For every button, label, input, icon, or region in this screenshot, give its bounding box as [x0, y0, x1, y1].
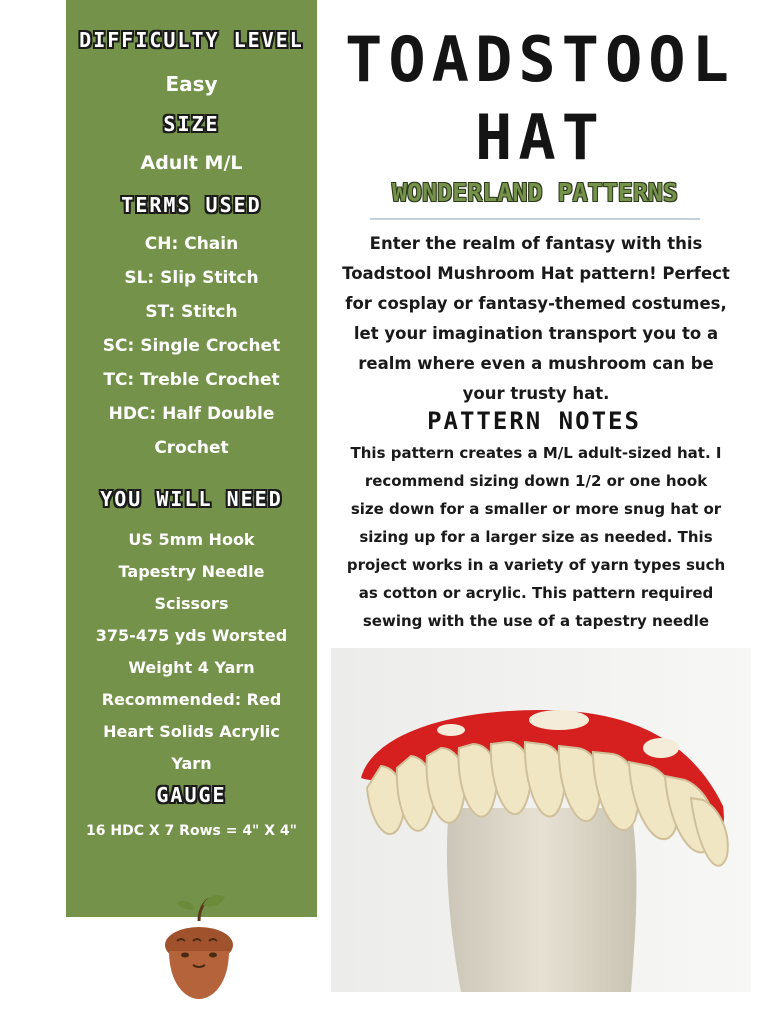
- notes-line: as cotton or acrylic. This pattern required: [358, 584, 714, 602]
- pattern-notes: [334, 439, 738, 635]
- acorn-icon: [155, 893, 243, 1003]
- page-title: TOADSTOOL: [345, 23, 735, 96]
- size-heading: SIZE: [163, 112, 220, 136]
- need-item: Heart Solids Acrylic: [103, 722, 280, 741]
- intro-paragraph: [334, 229, 738, 409]
- intro-line: Enter the realm of fantasy with this: [369, 234, 703, 253]
- need-item: Weight 4 Yarn: [128, 658, 255, 677]
- pattern-notes-heading: PATTERN NOTES: [427, 407, 641, 435]
- difficulty-value: Easy: [165, 72, 218, 96]
- term-item: ST: Stitch: [145, 302, 238, 322]
- need-item: 375-475 yds Worsted: [95, 626, 288, 645]
- intro-line: Toadstool Mushroom Hat pattern! Perfect: [342, 264, 730, 283]
- notes-line: sizing up for a larger size as needed. This: [359, 528, 713, 546]
- intro-line: let your imagination transport you to a: [353, 324, 719, 343]
- need-item: Recommended: Red: [101, 690, 282, 709]
- need-item: Scissors: [154, 594, 229, 613]
- difficulty-heading: DIFFICULTY LEVEL: [79, 28, 304, 52]
- need-list: [66, 524, 317, 780]
- intro-line: for cosplay or fantasy-themed costumes,: [345, 294, 727, 313]
- hat-photo: [331, 648, 751, 992]
- terms-heading: TERMS USED: [121, 193, 262, 217]
- need-item: Yarn: [171, 754, 212, 773]
- notes-line: recommend sizing down 1/2 or one hook: [364, 472, 708, 490]
- need-heading: YOU WILL NEED: [100, 487, 283, 511]
- need-item: Tapestry Needle: [118, 562, 265, 581]
- notes-line: sewing with the use of a tapestry needle: [362, 612, 710, 630]
- term-item: HDC: Half Double: [108, 404, 275, 424]
- need-item: US 5mm Hook: [128, 530, 255, 549]
- notes-line: size down for a smaller or more snug hat or: [350, 500, 722, 518]
- hat-illustration: [331, 648, 751, 992]
- brand-logo: [368, 178, 702, 214]
- terms-list: [66, 227, 317, 465]
- gauge-value: 16 HDC X 7 Rows = 4" X 4": [86, 823, 297, 839]
- page-title-line2: HAT: [475, 101, 605, 174]
- size-value: Adult M/L: [140, 152, 243, 174]
- term-item: Crochet: [154, 438, 229, 458]
- gauge-heading: GAUGE: [156, 783, 227, 807]
- divider: [370, 218, 700, 220]
- term-item: TC: Treble Crochet: [103, 370, 280, 390]
- term-item: SC: Single Crochet: [102, 336, 281, 356]
- brand-name: WONDERLAND PATTERNS: [392, 178, 678, 207]
- term-item: SL: Slip Stitch: [124, 268, 259, 288]
- term-item: CH: Chain: [144, 234, 239, 254]
- intro-line: your trusty hat.: [462, 384, 610, 403]
- sidebar-banner: [66, 0, 317, 917]
- intro-line: realm where even a mushroom can be: [358, 354, 714, 373]
- notes-line: This pattern creates a M/L adult-sized hat. I: [350, 444, 722, 462]
- notes-line: project works in a variety of yarn types such: [346, 556, 726, 574]
